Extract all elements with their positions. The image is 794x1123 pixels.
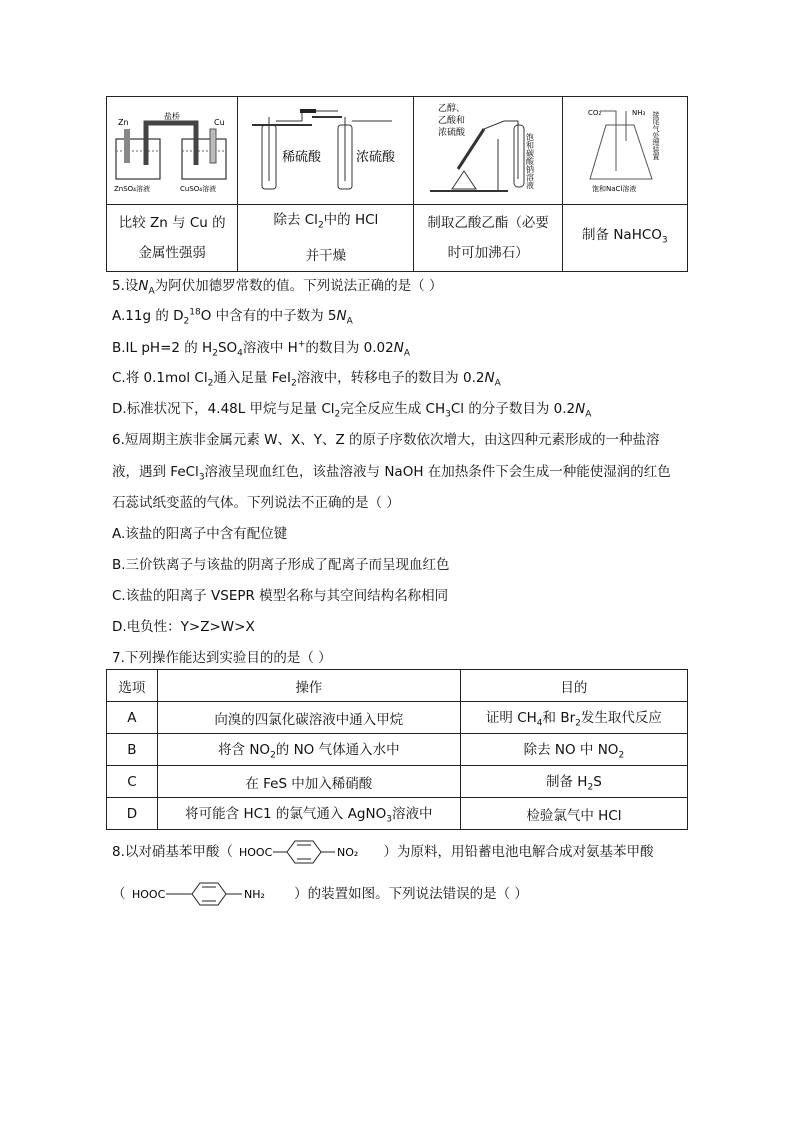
- caption-ester: 制取乙酸乙酯（必要 时可加沸石）: [414, 205, 562, 272]
- apparatus-cell-nahco3: [562, 97, 687, 205]
- q6-stem-line2: 液，遇到 FeCl$_3$溶液呈现血红色，该盐溶液与 NaOH 在加热条件下会生成一种能使湿润的红色: [112, 464, 671, 483]
- apparatus-image-row: [107, 97, 688, 205]
- svg-text:NO₂: NO₂: [337, 846, 359, 859]
- label-ethanol: 乙醇、: [438, 103, 466, 114]
- label-conc-sulfuric: 浓硫酸: [438, 127, 466, 138]
- p-aminobenzoic-acid-formula-icon: [130, 880, 290, 908]
- caption-nahco3: 制备 NaHCO$_3$: [562, 205, 687, 272]
- label-zn: Zn: [118, 117, 129, 127]
- q7-header-row: [107, 670, 688, 702]
- table-row: A 向溴的四氯化碳溶液中通入甲烷 证明 $CH_4$和 $Br_2$发生取代反应: [107, 702, 688, 734]
- table-row: C 在 FeS 中加入稀硝酸 制备 $H_2S$: [107, 766, 688, 798]
- q5-stem: 5.设$N_A$为阿伏加德罗常数的值。下列说法正确的是（ ）: [112, 278, 443, 297]
- q6-option-a: A.该盐的阳离子中含有配位键: [112, 526, 288, 542]
- label-sat-nacl: 饱和NaCl溶液: [591, 184, 637, 193]
- label-salt-bridge: 盐桥: [164, 111, 181, 121]
- q5-option-a: A.11g 的 $D_2^{18}O$ 中含有的中子数为 $5N_A$: [112, 307, 353, 327]
- q6-option-c: C.该盐的阳离子 VSEPR 模型名称与其空间结构名称相同: [112, 588, 449, 604]
- q7-table: [106, 669, 688, 830]
- nahco3-apparatus-icon: [566, 101, 684, 197]
- galvanic-cell-apparatus-icon: [110, 101, 234, 197]
- q6-stem-line3: 石蕊试纸变蓝的气体。下列说法不正确的是（ ）: [112, 495, 400, 511]
- q6-option-b: B.三价铁离子与该盐的阴离子形成了配离子而呈现血红色: [112, 557, 450, 573]
- gas-washing-bottles-apparatus-icon: [242, 101, 410, 197]
- q5-option-d: D.标准状况下，4.48L 甲烷与足量 $Cl_2$完全反应生成 $CH_3Cl$ 的分子数目为 $0.2N_A$: [112, 401, 592, 420]
- svg-text:HOOC: HOOC: [131, 888, 166, 901]
- label-cu: Cu: [214, 117, 225, 127]
- label-sat-na2co3: 饱和碳酸钠溶液: [525, 132, 535, 189]
- table-row: B 将含 $NO_2$的 NO 气体通入水中 除去 NO 中 $NO_2$: [107, 734, 688, 766]
- table-row: D 将可能含 HC1 的氯气通入 AgNO$_3$溶液中 检验氯气中 HCl: [107, 798, 688, 830]
- q7-header-operation: 操作: [157, 670, 460, 702]
- apparatus-cell-gas-wash: [238, 97, 414, 205]
- q6-stem-line1: 6.短周期主族非金属元素 W、X、Y、Z 的原子序数依次增大，由这四种元素形成的一种盐溶: [112, 432, 660, 448]
- label-acetic-acid: 乙酸和: [438, 115, 466, 126]
- apparatus-cell-ester: [414, 97, 562, 205]
- q5-option-c: C.将 0.1mol $Cl_2$通入足量 FeI$_2$溶液中，转移电子的数目为 $0.2N_A$: [112, 370, 501, 389]
- p-nitrobenzoic-acid-formula-icon: [237, 838, 379, 866]
- q7-stem: 7.下列操作能达到实验目的的是（ ）: [112, 650, 332, 666]
- svg-text:HOOC: HOOC: [239, 846, 273, 859]
- q7-header-option: 选项: [107, 670, 158, 702]
- svg-text:NH₂: NH₂: [243, 888, 265, 901]
- q8-stem-line1: 8.以对硝基苯甲酸（ HOOC NO₂ ）为原料，用铅蓄电池电解合成对氨基苯甲酸: [112, 838, 653, 866]
- apparatus-table: [106, 96, 688, 272]
- apparatus-caption-row: [107, 205, 688, 272]
- q8-stem-line2: （ HOOC NH₂ ）的装置如图。下列说法错误的是（ ）: [112, 880, 528, 908]
- label-nh3: NH₃: [631, 108, 646, 117]
- q5-option-b: B.IL pH=2 的 $H_2SO_4$溶液中 H+的数目为 $0.02N_A$: [112, 339, 411, 359]
- caption-gas-wash: 除去 $Cl_2$中的 HCl 并干燥: [238, 205, 414, 272]
- apparatus-cell-galvanic: [107, 97, 238, 205]
- caption-galvanic: 比较 Zn 与 Cu 的 金属性强弱: [107, 205, 238, 272]
- label-cuso4: CuSO₄溶液: [180, 184, 217, 193]
- ethyl-acetate-apparatus-icon: [418, 99, 558, 199]
- label-tail-gas: 接尾气处理装置: [651, 110, 660, 160]
- label-co2: CO₂: [587, 108, 602, 117]
- q6-option-d: D.电负性：Y>Z>W>X: [112, 619, 255, 635]
- q7-header-goal: 目的: [460, 670, 687, 702]
- label-conc-h2so4: 浓硫酸: [355, 149, 395, 165]
- label-dilute-h2so4: 稀硫酸: [281, 149, 321, 165]
- label-znso4: ZnSO₄溶液: [114, 184, 151, 193]
